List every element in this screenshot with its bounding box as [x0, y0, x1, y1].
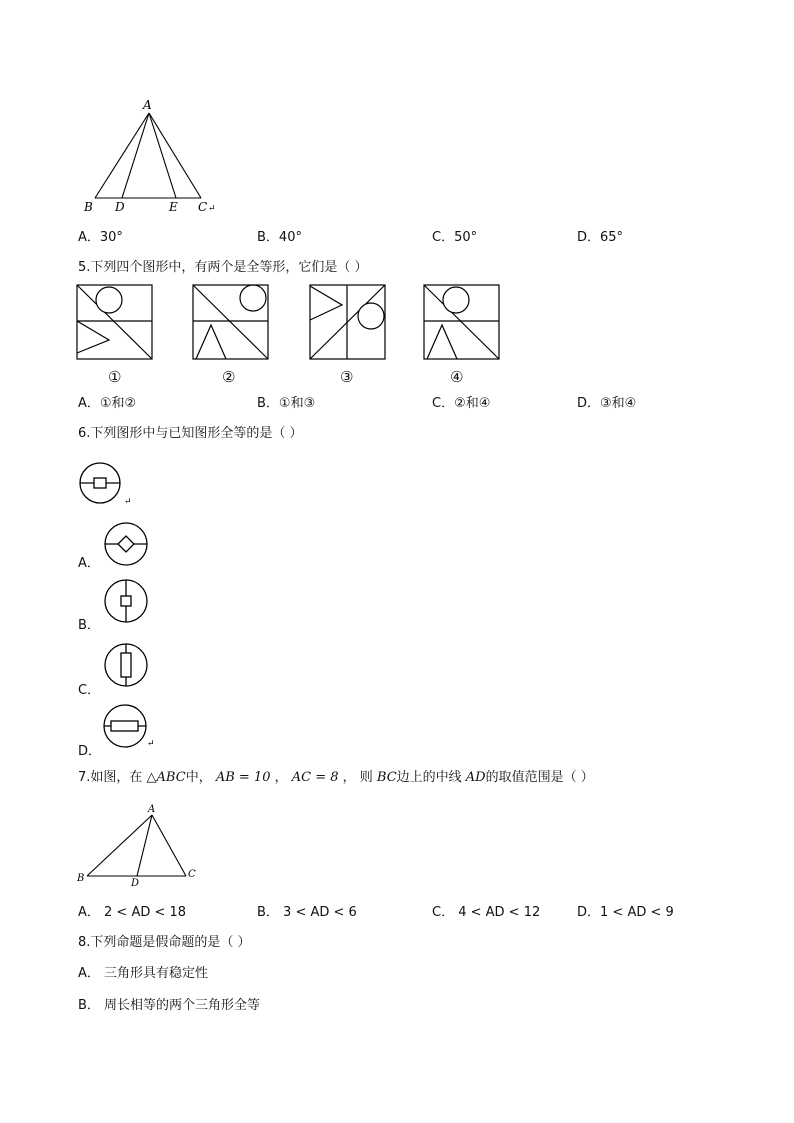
q6-option-b: B． — [78, 618, 100, 633]
q7-label-c: C — [188, 869, 196, 880]
q5-figure-4 — [423, 284, 501, 361]
q6-option-d-figure — [102, 704, 160, 750]
q4-option-a: A．30° — [78, 230, 123, 245]
q5-figure-label-1: ① — [108, 368, 122, 386]
q7-option-c: C． 4 < AD < 12 — [432, 905, 541, 920]
q5-stem: 5.下列四个图形中，有两个是全等形，它们是（ ） — [78, 260, 368, 275]
q6-option-a: A． — [78, 556, 100, 571]
q7-sep: ， — [270, 770, 292, 785]
q7-stem-prefix: 7.如图，在 — [78, 770, 147, 785]
q6-option-b-figure — [103, 578, 149, 624]
q7-label-b: B — [77, 873, 85, 884]
q5-option-b: B．①和③ — [257, 396, 316, 411]
q5-option-a: A．①和② — [78, 396, 137, 411]
q4-label-a: A — [143, 98, 152, 112]
q4-label-c: C — [198, 200, 208, 214]
q4-return-mark: ↵ — [208, 204, 216, 214]
q6-given-figure — [78, 460, 136, 508]
q6-option-a-figure — [103, 521, 149, 567]
q7-stem-mid1: 中， — [185, 770, 216, 785]
q4-option-b: B．40° — [257, 230, 302, 245]
q6-option-c: C． — [78, 683, 101, 698]
q5-figure-label-4: ④ — [450, 368, 464, 386]
q4-label-e: E — [169, 200, 178, 214]
q8-stem: 8.下列命题是假命题的是（ ） — [78, 935, 251, 950]
q6-option-c-figure — [103, 642, 149, 688]
q7-bc: BC — [376, 770, 397, 785]
q7-label-d: D — [131, 878, 140, 889]
q7-option-b: B． 3 < AD < 6 — [257, 905, 357, 920]
q6-return-mark-d: ↵ — [147, 739, 155, 749]
q7-stem — [78, 770, 594, 786]
q5-figure-1 — [76, 284, 154, 361]
q8-option-a: A． 三角形具有稳定性 — [78, 966, 209, 981]
q6-stem: 6.下列图形中与已知图形全等的是（ ） — [78, 426, 303, 441]
q5-figure-2 — [192, 284, 270, 361]
q6-option-d: D． — [78, 744, 102, 759]
q4-label-b: B — [84, 200, 93, 214]
q7-ad: AD — [465, 770, 486, 785]
q7-option-d: D．1 < AD < 9 — [577, 905, 674, 920]
q4-triangle-figure — [80, 95, 230, 220]
q6-return-mark: ↵ — [124, 497, 132, 507]
q7-stem-mid3: 边上的中线 — [396, 770, 466, 785]
q5-option-d: D．③和④ — [577, 396, 637, 411]
q8-option-b: B． 周长相等的两个三角形全等 — [78, 998, 261, 1013]
q7-ac-value: AC = 8 — [291, 770, 339, 785]
q7-ab-value: AB = 10 — [215, 770, 271, 785]
q7-label-a: A — [148, 804, 156, 815]
q4-option-c: C．50° — [432, 230, 478, 245]
q7-triangle-abc: △ABC — [146, 770, 186, 785]
q5-figure-label-2: ② — [222, 368, 236, 386]
q5-option-c: C．②和④ — [432, 396, 491, 411]
q7-option-a: A． 2 < AD < 18 — [78, 905, 187, 920]
q5-figure-3 — [309, 284, 387, 361]
q7-triangle-figure — [75, 800, 205, 895]
q7-stem-suffix: 的取值范围是（ ） — [485, 770, 594, 785]
q4-option-d: D．65° — [577, 230, 624, 245]
q5-figure-label-3: ③ — [340, 368, 354, 386]
q7-stem-mid2: ， 则 — [338, 770, 377, 785]
q4-label-d: D — [115, 200, 125, 214]
